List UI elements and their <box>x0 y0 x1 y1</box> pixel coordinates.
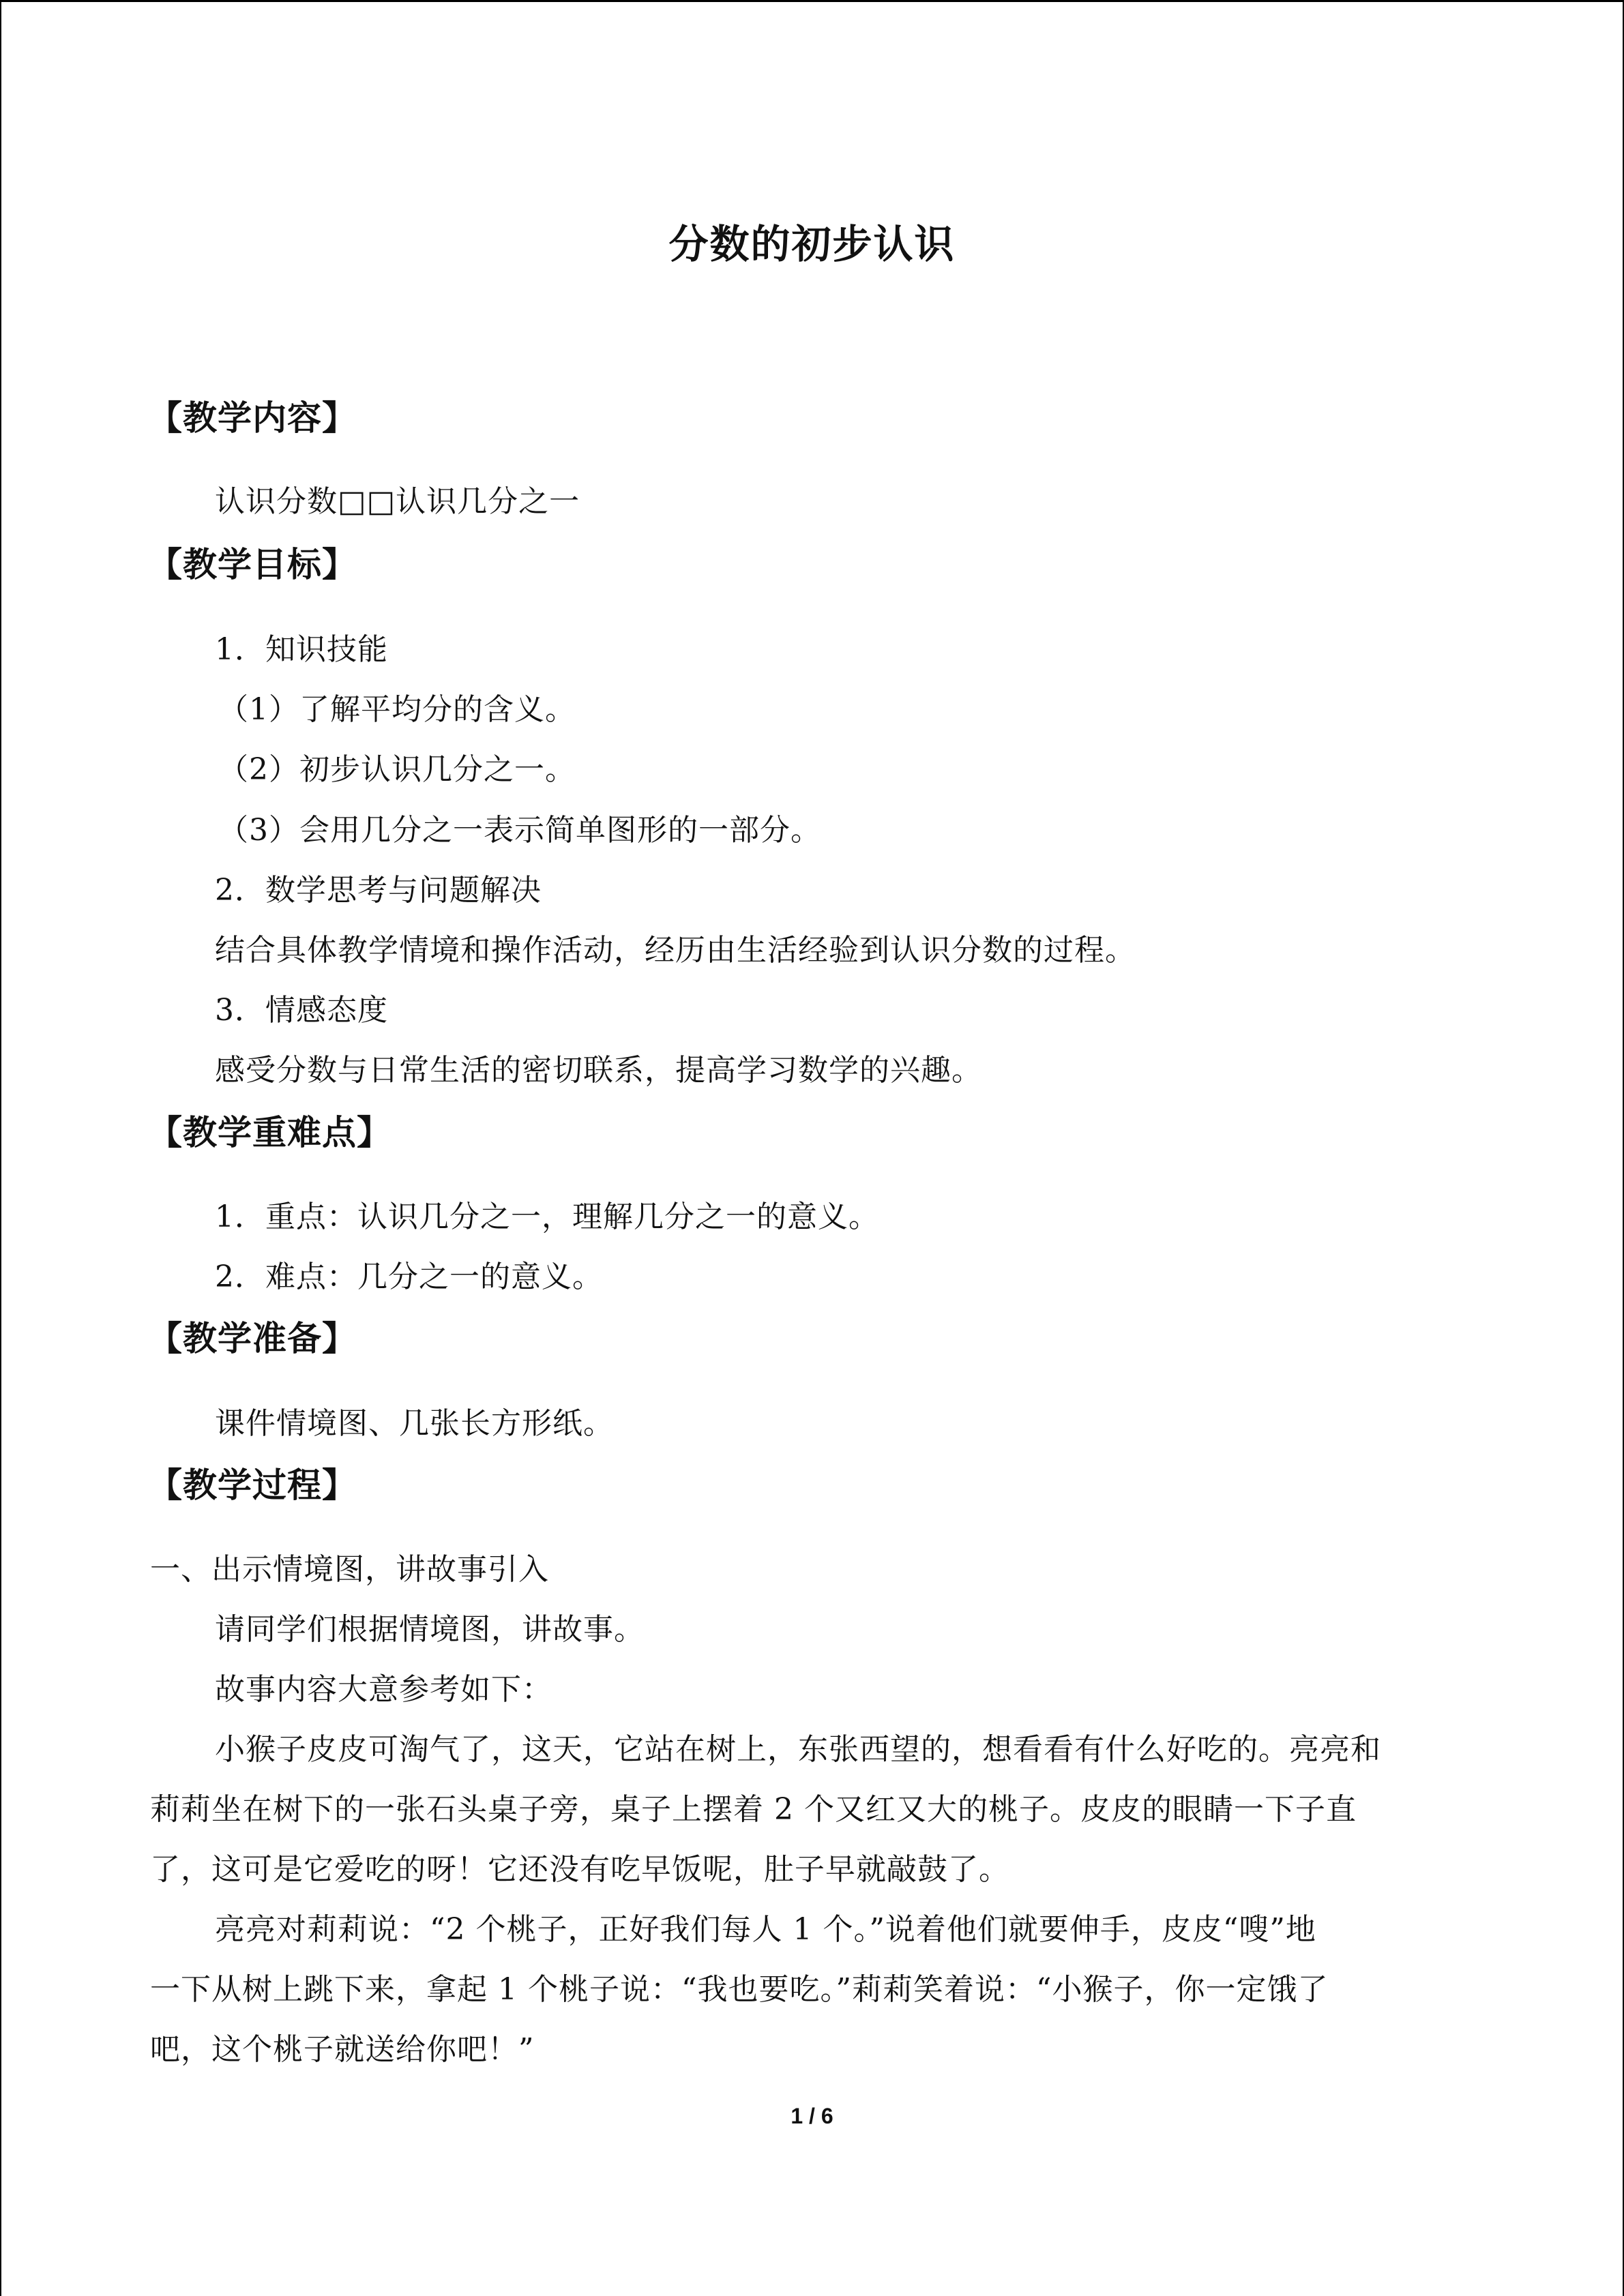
prep-line: 课件情境图、几张长方形纸。 <box>215 1406 614 1441</box>
section-heading-content: 【教学内容】 <box>148 398 357 438</box>
goals-line: 1．知识技能 <box>215 632 388 667</box>
process-line: 吧，这个桃子就送给你吧！” <box>150 2032 535 2067</box>
process-line: 故事内容大意参考如下： <box>215 1672 552 1707</box>
goals-line: 2．数学思考与问题解决 <box>215 873 542 908</box>
section-heading-goals: 【教学目标】 <box>148 544 357 584</box>
content-line: 认识分数□□认识几分之一 <box>215 484 580 519</box>
goals-line: 3．情感态度 <box>215 993 388 1028</box>
process-line: 请同学们根据情境图，讲故事。 <box>215 1612 645 1647</box>
keypoints-line: 1．重点：认识几分之一，理解几分之一的意义。 <box>215 1199 879 1234</box>
goals-line: （2）初步认识几分之一。 <box>218 752 576 787</box>
process-line: 莉莉坐在树下的一张石头桌子旁，桌子上摆着 2 个又红又大的桃子。皮皮的眼睛一下子直 <box>150 1792 1357 1827</box>
process-line: 一下从树上跳下来，拿起 1 个桃子说：“我也要吃。”莉莉笑着说：“小猴子，你一定饿了 <box>150 1972 1329 2007</box>
process-line: 亮亮对莉莉说：“2 个桃子，正好我们每人 1 个。”说着他们就要伸手，皮皮“嗖”地 <box>215 1912 1316 1947</box>
process-line: 一、出示情境图，讲故事引入 <box>150 1552 549 1587</box>
goals-line: （3）会用几分之一表示简单图形的一部分。 <box>218 813 821 848</box>
section-heading-process: 【教学过程】 <box>148 1465 357 1505</box>
process-line: 小猴子皮皮可淘气了，这天，它站在树上，东张西望的，想看看有什么好吃的。亮亮和 <box>215 1732 1381 1767</box>
section-heading-keypoints: 【教学重难点】 <box>148 1112 392 1152</box>
goals-line: 感受分数与日常生活的密切联系，提高学习数学的兴趣。 <box>215 1053 982 1088</box>
keypoints-line: 2．难点：几分之一的意义。 <box>215 1259 603 1294</box>
document-title: 分数的初步认识 <box>668 221 956 267</box>
section-heading-prep: 【教学准备】 <box>148 1318 357 1358</box>
goals-line: 结合具体教学情境和操作活动，经历由生活经验到认识分数的过程。 <box>215 933 1136 968</box>
goals-line: （1）了解平均分的含义。 <box>218 692 576 727</box>
process-line: 了，这可是它爱吃的呀！它还没有吃早饭呢，肚子早就敲鼓了。 <box>150 1852 1009 1887</box>
page-number: 1 / 6 <box>791 2104 833 2128</box>
